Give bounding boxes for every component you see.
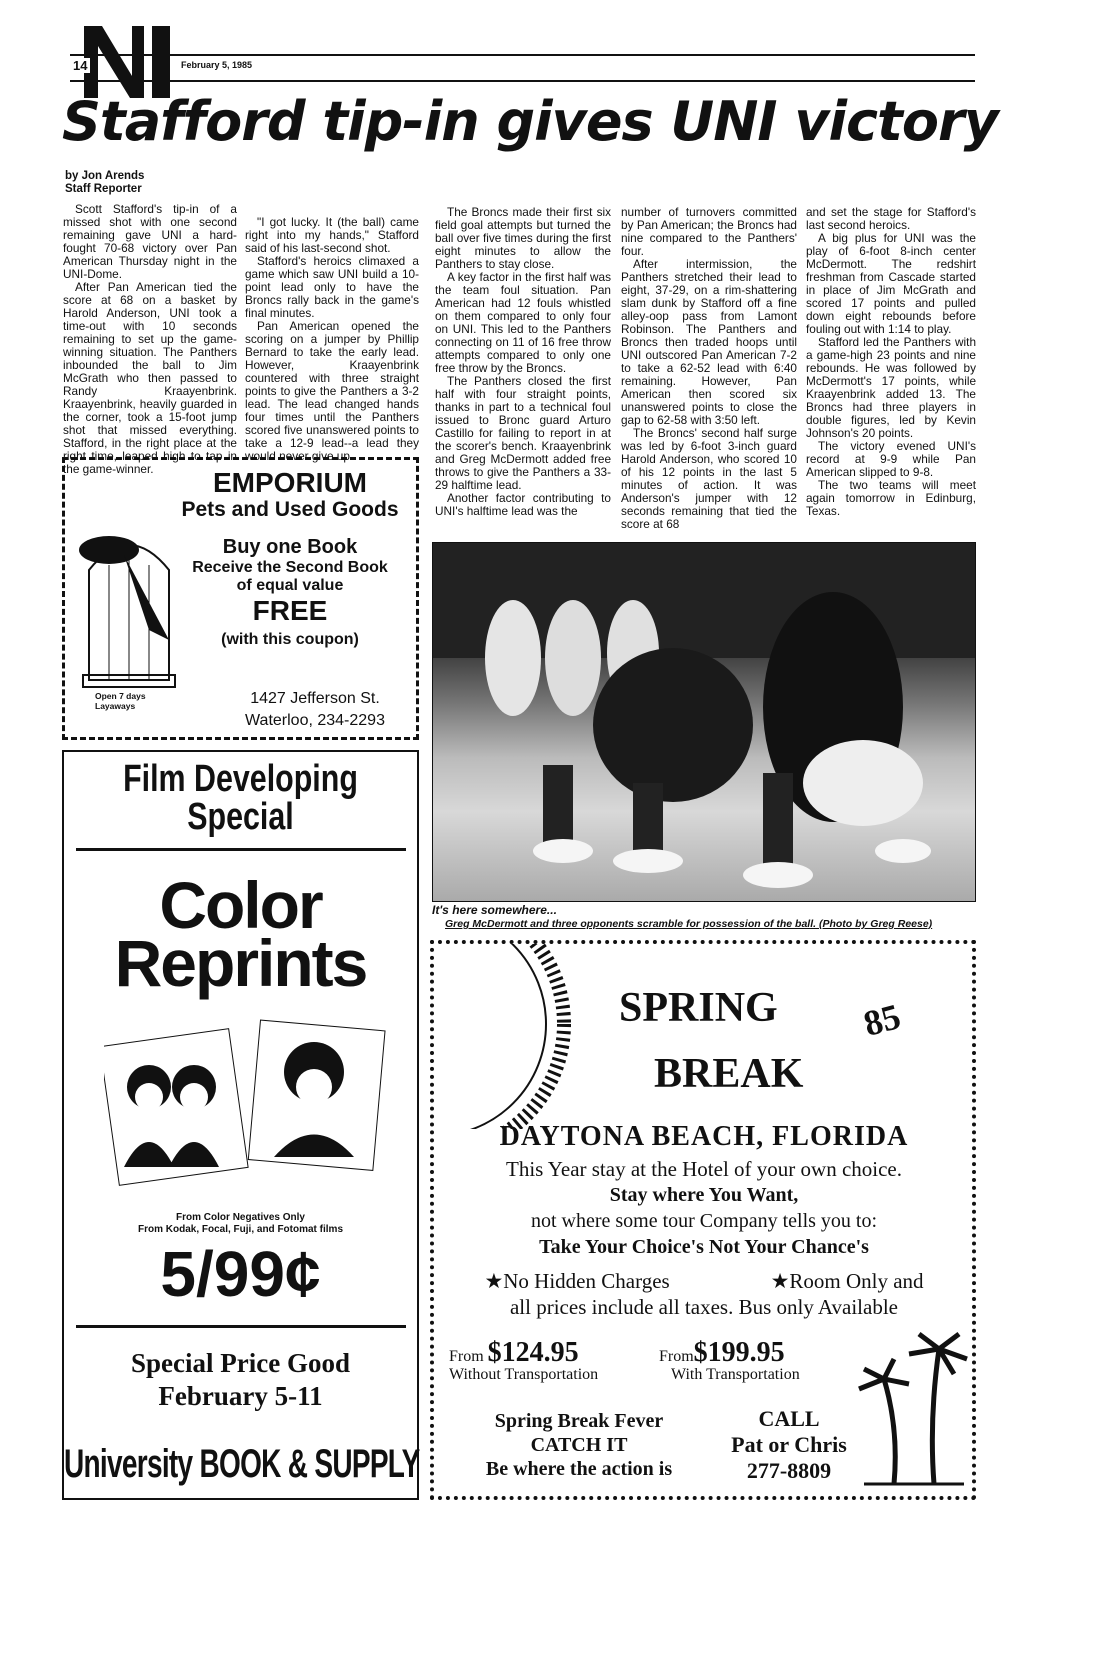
ad-note: From Color Negatives Only — [176, 1212, 305, 1223]
byline-role: Staff Reporter — [65, 183, 142, 195]
ad-text: Take Your Choice's Not Your Chance's — [539, 1236, 869, 1258]
article-column-5 — [806, 206, 976, 518]
ad-store-subtitle: Pets and Used Goods — [181, 498, 399, 521]
ad-title: BREAK — [654, 1051, 804, 1097]
ad-location: DAYTONA BEACH, FLORIDA — [499, 1121, 909, 1152]
paragraph: After intermission, the Panthers stretched their lead to eight, 37-29, on a rim-shattering slam dunk by Stafford off a fine alley-oop pass from Lamont Robinson. The Panthers and Broncs then traded hoops until UNI outscored Pan American 7-2 to take a 62-52 lead with 6:40 remaining. However, Pan American then scored six unanswered points to close the gap to 62-58 with 3:50 left. — [621, 257, 797, 427]
byline-author: by Jon Arends — [65, 170, 145, 182]
ad-fever: Spring Break Fever — [494, 1410, 664, 1432]
price-note: Without Transportation — [449, 1366, 599, 1383]
ad-text: Stay where You Want, — [609, 1184, 799, 1206]
ad-text: not where some tour Company tells you to: — [530, 1210, 878, 1232]
paragraph: The Broncs' second half surge was led by 6-foot 3-inch guard Harold Anderson, who scored 10 of his 12 points in the last 5 minutes of action. It was Anderson's jumper with 12 seconds remaining that tied the score at 68 — [621, 426, 797, 531]
ad-call: CALL — [758, 1406, 820, 1431]
masthead-logo — [80, 24, 175, 100]
ad-special-dates: February 5-11 — [158, 1381, 323, 1411]
headline: Stafford tip-in gives UNI victory — [62, 90, 998, 153]
masthead-rule-top — [70, 54, 975, 56]
parrot-birdcage-icon — [69, 510, 184, 690]
ad-address: 1427 Jefferson St. — [250, 690, 380, 707]
photo-caption: Greg McDermott and three opponents scramble for possession of the ball. (Photo by Greg Reese) — [445, 918, 933, 930]
emporium-ad — [62, 457, 419, 740]
paragraph: Another factor contributing to UNI's halftime lead was the — [435, 491, 611, 518]
price-note: With Transportation — [671, 1366, 800, 1383]
price-prefix: From — [449, 1348, 484, 1365]
ad-contact: Pat or Chris — [731, 1432, 847, 1457]
ad-city-phone: Waterloo, 234-2293 — [245, 712, 385, 729]
ad-store-logo: University BOOK & SUPPLY — [64, 1442, 420, 1486]
ad-offer: of equal value — [236, 577, 344, 594]
ad-note: From Kodak, Focal, Fuji, and Fotomat films — [137, 1224, 343, 1235]
basketball-photo — [432, 542, 976, 902]
article-column-3 — [435, 206, 611, 518]
spring-break-ad — [430, 940, 976, 1500]
ad-title: SPRING — [619, 985, 778, 1031]
paragraph: Stafford led the Panthers with a game-high 23 points and nine rebounds. He was followed by McDermott's 17 points, while Kraayenbrink added 13. The Broncs had three players in double figures, led by Kevin Johnson's 20 points. — [806, 335, 976, 440]
paragraph: "I got lucky. It (the ball) came right into my hands," Stafford said of his last-second shot. — [245, 215, 419, 255]
ad-headline: Reprints — [114, 926, 367, 1000]
paragraph: A key factor in the first half was the team foul situation. Pan American had 12 fouls whistled on them compared to only four on UNI. This led to the Panthers connecting on 11 of 16 free throw attempts compared to only one free throw by the Broncs. — [435, 270, 611, 375]
ad-title: Special — [187, 796, 294, 838]
ad-coupon-note: (with this coupon) — [221, 631, 359, 648]
sun-icon — [434, 944, 609, 1129]
paragraph: The Panthers closed the first half with four straight points, thanks in part to a technical foul issued to Bronc guard Arturo Castillo for failing to report in at the scorer's bench. Kraayenbrink and Greg McDermott added free throws to give the Panthers a 33-29 halftime lead. — [435, 374, 611, 492]
portrait-photos-illustration — [104, 1017, 394, 1197]
ad-offer: Receive the Second Book — [192, 559, 388, 576]
paragraph: and set the stage for Stafford's last second heroics. — [806, 205, 976, 232]
ad-headline: Color — [159, 868, 322, 942]
masthead-rule-bottom — [70, 80, 975, 82]
article-column-1 — [63, 203, 237, 476]
issue-date: February 5, 1985 — [178, 60, 255, 70]
ad-title: Film Developing — [123, 758, 358, 800]
ad-fever: CATCH IT — [530, 1434, 628, 1456]
ad-text: This Year stay at the Hotel of your own choice. — [506, 1157, 902, 1181]
paragraph: Pan American opened the scoring on a jumper by Phillip Bernard to take the early lead. However, Kraayenbrink countered with three straight points to give the Panthers a 3-2 lead. The lead changed hands four times until the Panthers scored five unanswered points to take a 12-9 lead--a lead they would never give up. — [245, 319, 419, 463]
photo-caption-title: It's here somewhere... — [432, 903, 557, 917]
price: $199.95 — [693, 1337, 785, 1368]
ad-store-name: EMPORIUM — [213, 467, 367, 498]
ad-layaways: Layaways — [95, 701, 136, 711]
ad-price: 5/99¢ — [160, 1238, 321, 1310]
ad-special: Special Price Good — [131, 1348, 350, 1378]
price: $124.95 — [487, 1337, 579, 1368]
paragraph: Stafford's heroics climaxed a game which saw UNI build a 10-point lead only to have the Broncs rally back in the game's final minutes. — [245, 254, 419, 320]
ad-phone: 277-8809 — [746, 1458, 832, 1483]
ad-year: 85 — [859, 996, 905, 1044]
ad-offer-free: FREE — [252, 595, 328, 626]
paragraph: number of turnovers committed by Pan American; the Broncs had nine compared to the Panthers' four. — [621, 205, 797, 258]
ad-fever: Be where the action is — [485, 1458, 673, 1480]
palm-trees-icon — [854, 1329, 969, 1489]
players-silhouette — [433, 543, 975, 901]
paragraph: Scott Stafford's tip-in of a missed shot with one second remaining gave UNI a hard-fought 70-68 victory over Pan American Thursday night in the UNI-Dome. — [63, 202, 237, 281]
ad-bullet: ★Room Only and — [770, 1269, 924, 1293]
paragraph: After Pan American tied the score at 68 on a basket by Harold Anderson, UNI took a time-out with 10 seconds remaining to set up the game-winning situation. The Panthers inbounded the ball to Jim McGrath who then passed to Randy Kraayenbrink. Kraayenbrink, heavily guarded in the corner, took a 15-foot jump shot that missed everything. Stafford, in the right place at the right time, leaped high to tap in the game-winner. — [63, 280, 237, 476]
ad-offer: Buy one Book — [222, 536, 358, 558]
ad-hours: Open 7 days — [95, 691, 146, 701]
paragraph: A big plus for UNI was the play of 6-foot 8-inch center McDermott. The redshirt freshman from Cascade started in place of Jim McGrath and scored 17 points and pulled down eight rebounds before fouling out with 1:14 to play. — [806, 231, 976, 336]
paragraph: The victory evened UNI's record at 9-9 while Pan American slipped to 9-8. — [806, 439, 976, 479]
paragraph: The two teams will meet again tomorrow in Edinburg, Texas. — [806, 478, 976, 518]
paragraph: The Broncs made their first six field goal attempts but turned the ball over five times during the first eight minutes to allow the Panthers to stay close. — [435, 205, 611, 271]
film-developing-ad — [62, 750, 419, 1500]
ad-text: all prices include all taxes. Bus only Available — [509, 1295, 898, 1319]
byline — [65, 170, 144, 196]
page-number: 14 — [70, 58, 90, 73]
price-prefix: From — [659, 1348, 694, 1365]
ad-bullet: ★No Hidden Charges — [484, 1269, 670, 1293]
article-column-2 — [245, 216, 419, 463]
article-column-4 — [621, 206, 797, 531]
